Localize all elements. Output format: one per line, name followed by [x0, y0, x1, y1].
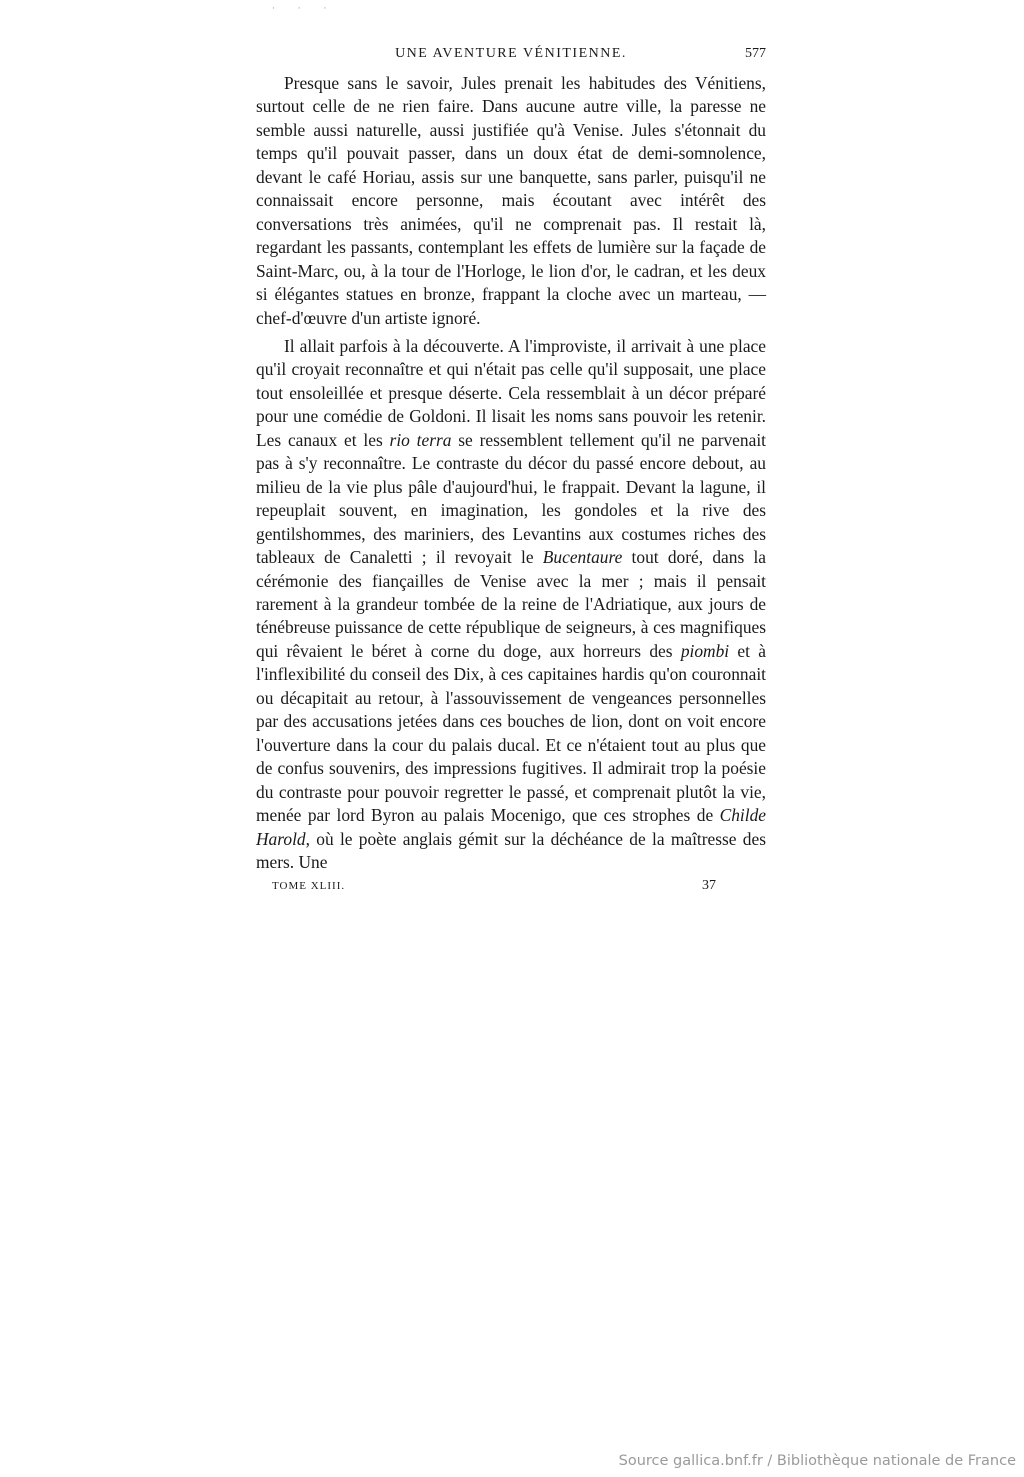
- body-text: [256, 72, 766, 874]
- running-head: [256, 40, 766, 68]
- page-footer: [256, 876, 766, 898]
- page-number: 577: [745, 46, 766, 61]
- source-credit: Source gallica.bnf.fr / Bibliothèque nationale de France: [618, 1453, 1016, 1469]
- running-title: UNE AVENTURE VÉNITIENNE.: [395, 46, 627, 61]
- book-page: [256, 40, 766, 898]
- paragraph-2: Il allait parfois à la découverte. A l'improviste, il arrivait à une place qu'il croyait reconnaître et qui n'était pas celle qu'il supposait, une place tout ensoleillée et presque déserte. Cela ressemblait à un décor préparé pour une comédie de Goldoni. Il lisait les noms sans pouvoir les retenir. Les canaux et les rio terra se ressemblent tellement qu'il ne parvenait pas à s'y reconnaître. Le contraste du décor du passé encore debout, au milieu de la vie plus pâle d'aujourd'hui, le frappait. Devant la lagune, il repeuplait souvent, en imagination, les gondoles et la rive des gentilshommes, des mariniers, des Levantins aux costumes riches des tableaux de Canaletti ; il revoyait le Bucentaure tout doré, dans la cérémonie des fiançailles de Venise avec la mer ; mais il pensait rarement à la grandeur tombée de la reine de l'Adriatique, aux jours de ténébreuse puissance de cette république de seigneurs, à ces magnifiques qui rêvaient le béret à corne du doge, aux horreurs des piombi et à l'inflexibilité du conseil des Dix, à ces capitaines hardis qu'on couronnait ou décapitait au retour, à l'assouvissement de vengeances personnelles par des accusations jetées dans ces bouches de lion, dont on voit encore l'ouverture dans la cour du palais ducal. Et ce n'étaient tout au plus que de confus souvenirs, des impressions fugitives. Il admirait trop la poésie du contraste pour pouvoir regretter le passé, et comprenait plutôt la vie, menée par lord Byron au palais Mocenigo, que ces strophes de Childe Harold, où le poète anglais gémit sur la déchéance de la maîtresse des mers. Une: [256, 335, 766, 872]
- paragraph-1: Presque sans le savoir, Jules prenait les habitudes des Vénitiens, surtout celle de ne rien faire. Dans aucune autre ville, la paresse ne semble aussi naturelle, aussi justifiée qu'à Venise. Jules s'étonnait du temps qu'il pouvait passer, dans un doux état de demi-somnolence, devant le café Horiau, assis sur une banquette, sans parler, puisqu'il ne connaissait encore personne, mais écoutant avec intérêt des conversations très animées, qu'il ne comprenait pas. Il restait là, regardant les passants, contemplant les effets de lumière sur la façade de Saint-Marc, ou, à la tour de l'Horloge, le lion d'or, le cadran, et les deux si élégantes statues en bronze, frappant la cloche avec un marteau, — chef-d'œuvre d'un artiste ignoré.: [256, 73, 766, 328]
- volume-signature: TOME XLIII.: [272, 880, 346, 893]
- scan-artifact-marks: · · ·: [272, 4, 337, 14]
- sheet-number: 37: [702, 878, 716, 894]
